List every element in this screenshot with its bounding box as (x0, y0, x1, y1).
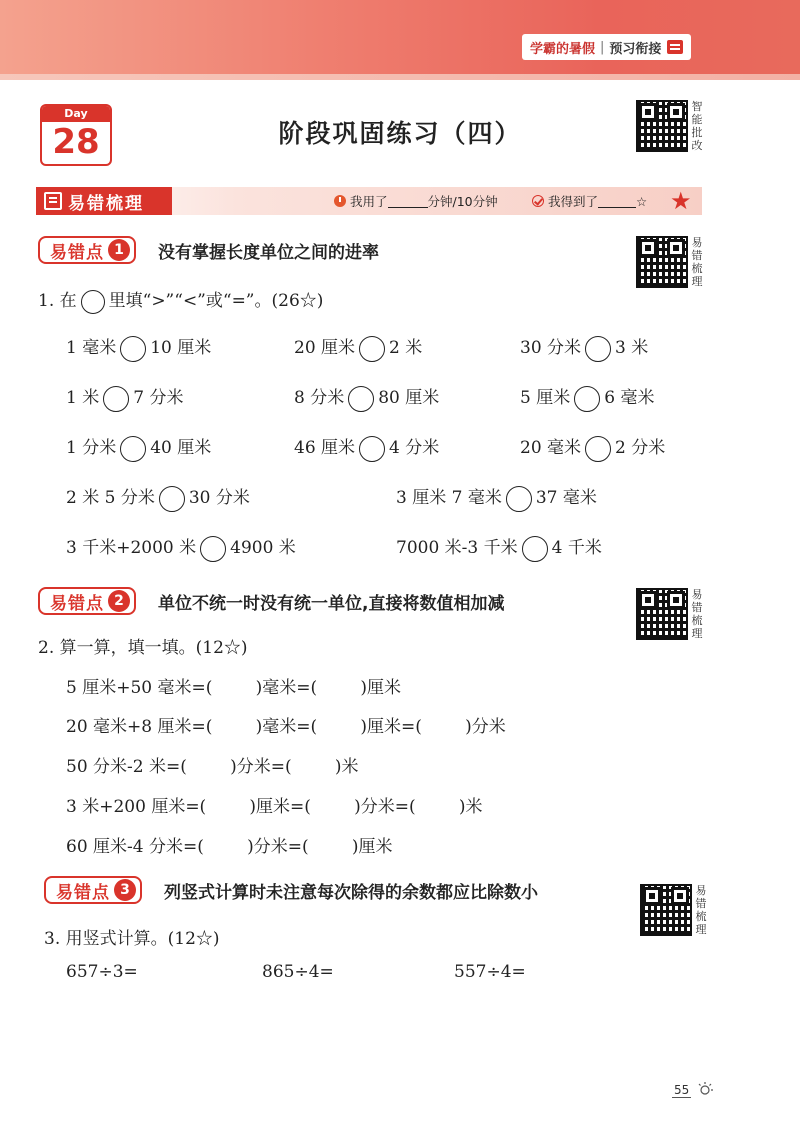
score-prefix: 我得到了 (548, 194, 599, 209)
division-item-3[interactable]: 557÷4= (454, 962, 526, 982)
comparison-item (396, 533, 602, 562)
sun-decoration-icon (697, 1078, 717, 1098)
qr-label-error-2 (690, 588, 704, 640)
error-point-number: 1 (108, 239, 130, 261)
series-tag (522, 34, 691, 60)
division-item-2[interactable]: 865÷4= (262, 962, 334, 982)
qr-label-error-3 (694, 884, 708, 936)
list-icon (44, 192, 62, 210)
comparison-left: 5 厘米 (520, 388, 571, 408)
comparison-right: 6 毫米 (604, 388, 655, 408)
section-title-box (36, 187, 172, 215)
question-1-prefix: 1. 在 (38, 291, 77, 311)
comparison-right: 30 分米 (188, 488, 250, 508)
qr-label-char: 批 (691, 126, 703, 139)
comparison-item (66, 433, 211, 462)
check-icon (532, 195, 544, 207)
qr-label-char: 错 (691, 249, 703, 262)
series-subname: 预习衔接 (609, 41, 662, 57)
comparison-item (396, 483, 597, 512)
comparison-item (294, 433, 439, 462)
score-got (532, 192, 647, 210)
qr-label-error-1 (690, 236, 704, 288)
qr-code-error-2[interactable] (636, 588, 688, 640)
comparison-left: 46 厘米 (294, 438, 356, 458)
comparison-item (520, 383, 654, 412)
day-number: 28 (52, 122, 100, 162)
answer-circle[interactable] (103, 386, 129, 412)
comparison-right: 40 厘米 (150, 438, 212, 458)
comparison-right: 2 分米 (615, 438, 666, 458)
qr-label-char: 梳 (691, 614, 703, 627)
section-title: 易错梳理 (68, 193, 144, 214)
time-prefix: 我用了 (350, 194, 388, 209)
qr-label-char: 理 (691, 275, 703, 288)
comparison-item (66, 483, 250, 512)
qr-label-char: 理 (695, 923, 707, 936)
error-point-tag-3 (44, 876, 142, 904)
comparison-item (66, 333, 211, 362)
error-point-number: 3 (114, 879, 136, 901)
question-2-line[interactable]: 50 分米-2 米=( )分米=( )米 (66, 757, 359, 777)
answer-circle[interactable] (506, 486, 532, 512)
comparison-item (294, 333, 422, 362)
qr-label-char: 错 (691, 601, 703, 614)
qr-label-char: 智 (691, 100, 703, 113)
series-name: 学霸的暑假 (530, 41, 596, 57)
answer-circle[interactable] (585, 336, 611, 362)
answer-circle[interactable] (120, 336, 146, 362)
comparison-right: 4 千米 (551, 538, 602, 558)
book-icon (667, 40, 683, 54)
comparison-right: 10 厘米 (150, 338, 212, 358)
series-separator: | (600, 39, 605, 55)
qr-label-char: 梳 (695, 910, 707, 923)
answer-circle[interactable] (574, 386, 600, 412)
question-1-title (38, 286, 323, 314)
time-suffix: 分钟/10分钟 (427, 194, 498, 209)
qr-code-error-3[interactable] (640, 884, 692, 936)
comparison-left: 3 厘米 7 毫米 (396, 488, 502, 508)
comparison-left: 1 分米 (66, 438, 117, 458)
qr-label-char: 易 (691, 588, 703, 601)
error-point-desc-1: 没有掌握长度单位之间的进率 (158, 243, 379, 263)
comparison-right: 80 厘米 (378, 388, 440, 408)
comparison-left: 30 分米 (520, 338, 582, 358)
question-2-line[interactable]: 60 厘米-4 分米=( )分米=( )厘米 (66, 837, 393, 857)
answer-circle[interactable] (159, 486, 185, 512)
answer-circle-example (81, 290, 105, 314)
qr-code-error-1[interactable] (636, 236, 688, 288)
comparison-right: 2 米 (389, 338, 423, 358)
comparison-left: 2 米 5 分米 (66, 488, 155, 508)
qr-label-char: 易 (691, 236, 703, 249)
qr-label-char: 梳 (691, 262, 703, 275)
comparison-left: 7000 米-3 千米 (396, 538, 518, 558)
star-decoration-icon: ★ (670, 187, 692, 215)
comparison-left: 1 米 (66, 388, 100, 408)
comparison-left: 8 分米 (294, 388, 345, 408)
qr-label-char: 理 (691, 627, 703, 640)
comparison-item (66, 533, 296, 562)
score-suffix: ☆ (636, 193, 648, 209)
comparison-right: 4 分米 (389, 438, 440, 458)
qr-code-smart-grading[interactable] (636, 100, 688, 152)
time-blank[interactable] (388, 195, 428, 208)
error-point-label: 易错点 (50, 242, 104, 263)
top-banner-strip (0, 74, 800, 80)
qr-label-char: 能 (691, 113, 703, 126)
page-title: 阶段巩固练习（四） (278, 119, 522, 148)
day-label: Day (42, 106, 110, 122)
time-used (334, 192, 498, 210)
comparison-left: 20 厘米 (294, 338, 356, 358)
error-point-number: 2 (108, 590, 130, 612)
question-2-line[interactable]: 20 毫米+8 厘米=( )毫米=( )厘米=( )分米 (66, 717, 506, 737)
answer-circle[interactable] (120, 436, 146, 462)
comparison-left: 20 毫米 (520, 438, 582, 458)
answer-circle[interactable] (348, 386, 374, 412)
question-2-line[interactable]: 5 厘米+50 毫米=( )毫米=( )厘米 (66, 678, 401, 698)
comparison-right: 3 米 (615, 338, 649, 358)
qr-label-char: 改 (691, 139, 703, 152)
answer-circle[interactable] (585, 436, 611, 462)
qr-label-char: 错 (695, 897, 707, 910)
question-2-title: 2. 算一算，填一填。(12☆) (38, 638, 248, 658)
error-point-label: 易错点 (50, 593, 104, 614)
error-point-label: 易错点 (56, 882, 110, 903)
answer-circle[interactable] (522, 536, 548, 562)
division-item-1[interactable]: 657÷3= (66, 962, 138, 982)
comparison-right: 4900 米 (230, 538, 296, 558)
error-point-tag-2 (38, 587, 136, 615)
comparison-item (520, 333, 648, 362)
comparison-item (66, 383, 183, 412)
qr-label-smart-grading (690, 100, 704, 152)
clock-icon (334, 195, 346, 207)
comparison-left: 1 毫米 (66, 338, 117, 358)
score-blank[interactable] (598, 195, 636, 208)
question-2-line[interactable]: 3 米+200 厘米=( )厘米=( )分米=( )米 (66, 797, 483, 817)
comparison-left: 3 千米+2000 米 (66, 538, 197, 558)
comparison-item (520, 433, 665, 462)
page-number: 55 (674, 1083, 690, 1097)
answer-circle[interactable] (359, 336, 385, 362)
comparison-item (294, 383, 439, 412)
answer-circle[interactable] (359, 436, 385, 462)
question-3-title: 3. 用竖式计算。(12☆) (44, 929, 220, 949)
comparison-right: 7 分米 (133, 388, 184, 408)
error-point-tag-1 (38, 236, 136, 264)
error-point-desc-3: 列竖式计算时未注意每次除得的余数都应比除数小 (164, 883, 538, 903)
qr-label-char: 易 (695, 884, 707, 897)
question-1-suffix: 里填“>”“<”或“=”。(26☆) (108, 291, 324, 311)
comparison-right: 37 毫米 (535, 488, 597, 508)
error-point-desc-2: 单位不统一时没有统一单位,直接将数值相加减 (158, 594, 505, 614)
answer-circle[interactable] (200, 536, 226, 562)
